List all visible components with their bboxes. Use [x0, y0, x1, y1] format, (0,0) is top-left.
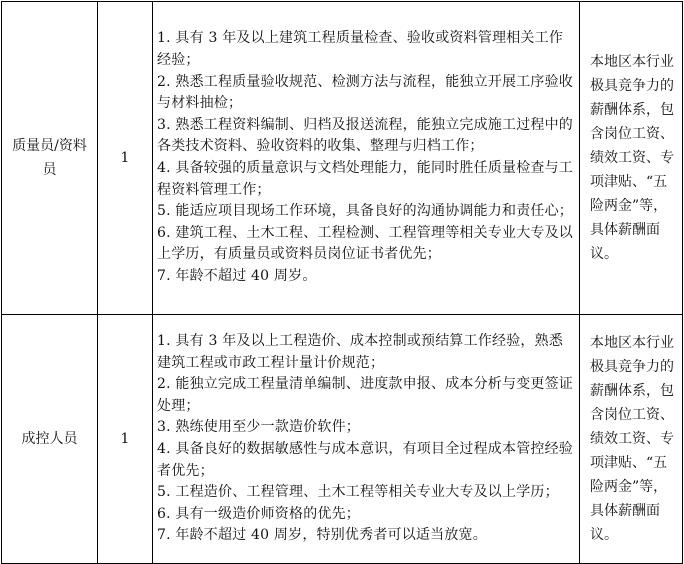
requirement-item: 7. 年龄不超过 40 周岁，特别优秀者可以适当放宽。: [157, 527, 487, 544]
requirement-item: 6. 建筑工程、土木工程、工程检测、工程管理等相关专业大专及以上学历，有质量员或资料员岗位证书者优先；: [157, 224, 574, 263]
compensation-text: 本地区本行业极具竞争力的薪酬体系，包含岗位工资、绩效工资、专项津贴、“五险两金”等，具体薪酬面议。: [590, 335, 674, 543]
job-table: [1, 1, 683, 564]
position-title: 成控人员: [21, 431, 78, 447]
requirements-cell: [153, 315, 580, 564]
position-title: 质量员/资料员: [12, 138, 87, 178]
headcount-cell: [98, 315, 153, 564]
table-row: [2, 315, 683, 564]
compensation-cell: [580, 2, 683, 315]
position-title-cell: [2, 315, 98, 564]
requirement-item: 5. 能适应项目现场工作环境，具备良好的沟通协调能力和责任心；: [157, 203, 574, 220]
table-row: [2, 2, 683, 315]
compensation-text: 本地区本行业极具竞争力的薪酬体系，包含岗位工资、绩效工资、专项津贴、“五险两金”等，具体薪酬面议。: [590, 54, 674, 262]
headcount: 1: [120, 150, 130, 166]
requirement-item: 2. 熟悉工程质量验收规范、检测方法与流程，能独立开展工序验收与材料抽检；: [157, 73, 574, 112]
requirement-item: 6. 具有一级造价师资格的优先；: [157, 505, 361, 522]
requirement-item: 5. 工程造价、工程管理、土木工程等相关专业大专及以上学历；: [157, 484, 559, 501]
position-title-cell: [2, 2, 98, 315]
requirements-cell: [153, 2, 580, 315]
requirement-item: 3. 熟悉工程资料编制、归档及报送流程，能独立完成施工过程中的各类技术资料、验收资料的收集、整理与归档工作；: [157, 116, 574, 155]
headcount-cell: [98, 2, 153, 315]
requirement-item: 7. 年龄不超过 40 周岁。: [157, 267, 317, 284]
headcount: 1: [120, 431, 130, 447]
requirement-item: 2. 能独立完成工程量清单编制、进度款申报、成本分析与变更签证处理；: [157, 376, 574, 414]
requirement-item: 1. 具有 3 年及以上建筑工程质量检查、验收或资料管理相关工作经验；: [157, 30, 564, 69]
requirement-item: 4. 具备较强的质量意识与文档处理能力，能同时胜任质量检查与工程资料管理工作；: [157, 160, 574, 198]
requirement-item: 3. 熟练使用至少一款造价软件；: [157, 419, 361, 436]
requirement-item: 4. 具备良好的数据敏感性与成本意识，有项目全过程成本管控经验者优先；: [157, 441, 574, 479]
requirement-item: 1. 具有 3 年及以上工程造价、成本控制或预结算工作经验，熟悉建筑工程或市政工程计量计价规范；: [157, 333, 564, 371]
compensation-cell: [580, 315, 683, 564]
